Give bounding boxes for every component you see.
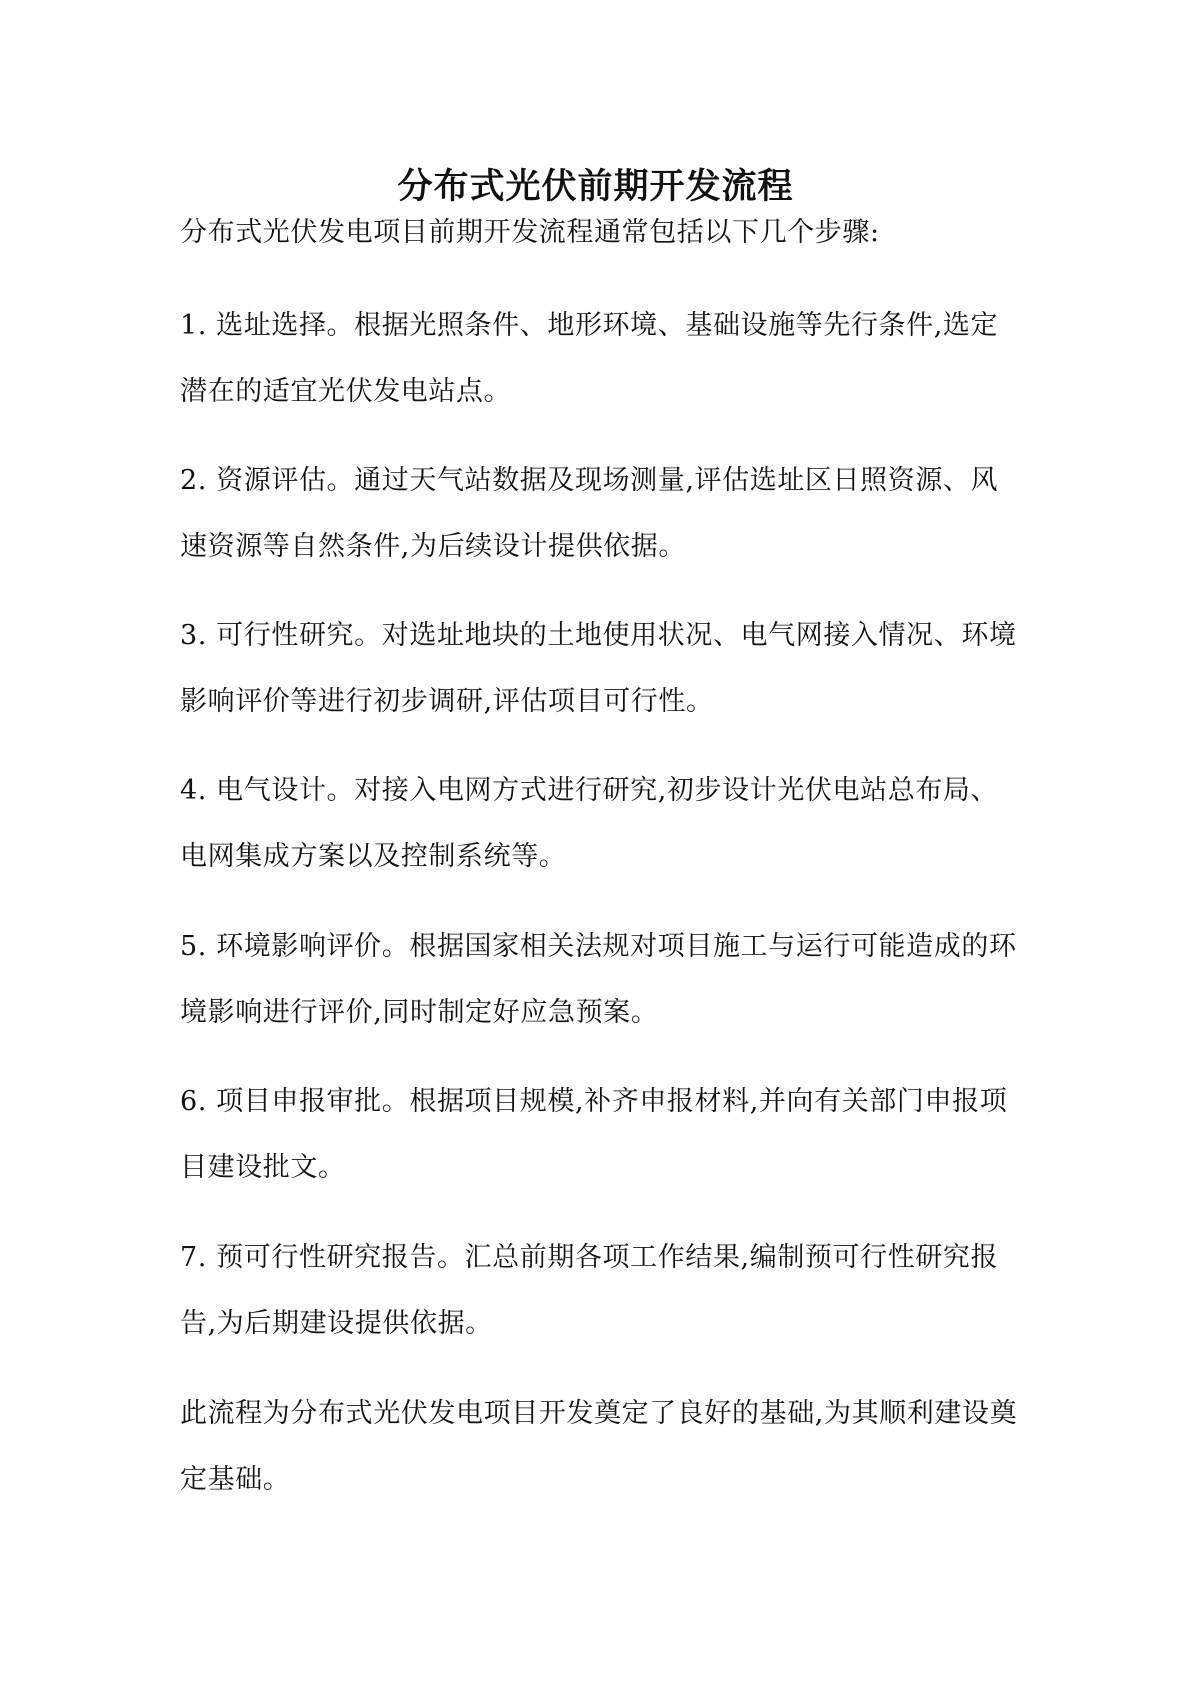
- step-4-paragraph: 4. 电气设计。对接入电网方式进行研究,初步设计光伏电站总布局、电网集成方案以及控制系统等。: [180, 775, 999, 872]
- step-2-paragraph: 2. 资源评估。通过天气站数据及现场测量,评估选址区日照资源、风速资源等自然条件,为后续设计提供依据。: [180, 465, 999, 562]
- step-5-paragraph: 5. 环境影响评价。根据国家相关法规对项目施工与运行可能造成的环境影响进行评价,同时制定好应急预案。: [180, 931, 1017, 1028]
- step-1-paragraph: 1. 选址选择。根据光照条件、地形环境、基础设施等先行条件,选定潜在的适宜光伏发电站点。: [180, 310, 999, 407]
- intro-paragraph: 分布式光伏发电项目前期开发流程通常包括以下几个步骤:: [180, 217, 880, 248]
- step-7-paragraph: 7. 预可行性研究报告。汇总前期各项工作结果,编制预可行性研究报告,为后期建设提供依据。: [180, 1242, 999, 1339]
- document-title: 分布式光伏前期开发流程: [397, 166, 794, 208]
- step-6-paragraph: 6. 项目申报审批。根据项目规模,补齐申报材料,并向有关部门申报项目建设批文。: [180, 1086, 1008, 1183]
- step-3-paragraph: 3. 可行性研究。对选址地块的土地使用状况、电气网接入情况、环境影响评价等进行初步调研,评估项目可行性。: [180, 620, 1017, 717]
- closing-paragraph: 此流程为分布式光伏发电项目开发奠定了良好的基础,为其顺利建设奠定基础。: [180, 1398, 1018, 1495]
